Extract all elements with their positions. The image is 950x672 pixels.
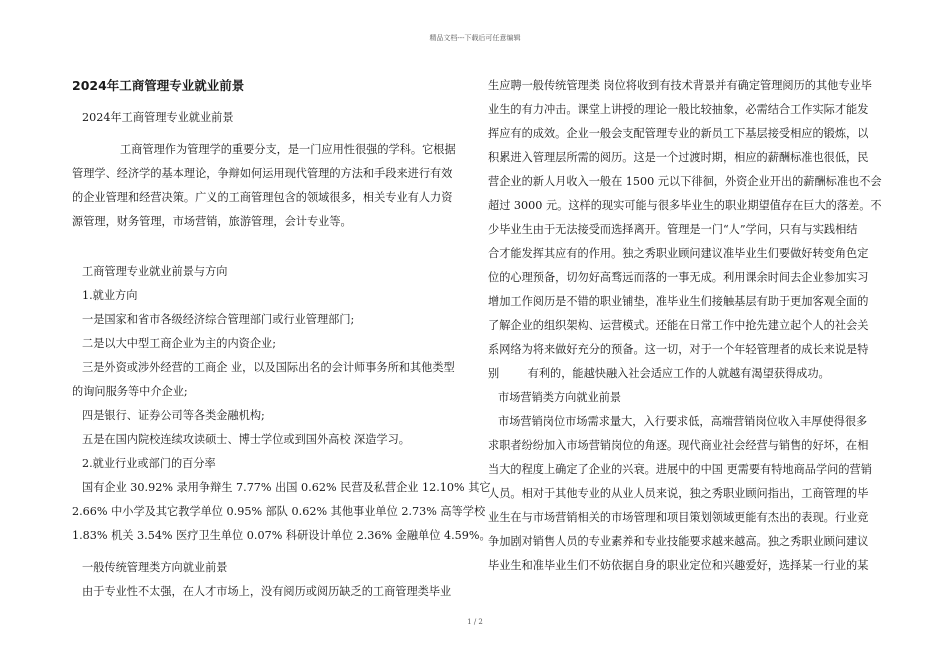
body-line: 少毕业生由于无法接受而选择离开。管理是一门“人”学问，只有与实践相结 <box>488 223 858 236</box>
section-heading: 一般传统管理类方向就业前景 <box>82 561 228 574</box>
intro-line: 的企业管理和经营决策。广义的工商管理包含的领域很多，相关专业有人力资 <box>72 191 453 204</box>
percentage-line: 1.83% 机关 3.54% 医疗卫生单位 0.07% 科研设计单位 2.36% 金融单位 4.59%。 <box>72 529 491 542</box>
page-header-note: 精品文档---下载后可任意编辑 <box>429 34 521 42</box>
body-line: 系网络为将来做好充分的预备。这一切，对于一个年轻管理者的成长来说是特 <box>488 343 869 356</box>
body-line: 毕业生和准毕业生们不妨依据自身的职业定位和兴趣爱好，选择某一行业的某 <box>488 559 869 572</box>
section-heading: 工商管理专业就业前景与方向 <box>82 265 228 278</box>
body-line: 由于专业性不太强，在人才市场上，没有阅历或阅历缺乏的工商管理类毕业 <box>82 585 452 598</box>
body-line: 别 有利的，能越快融入社会适应工作的人就越有渴望获得成功。 <box>488 367 830 380</box>
body-line: 合才能发挥其应有的作用。独之秀职业顾问建议准毕业生们要做好转变角色定 <box>488 247 869 260</box>
right-column <box>488 74 888 578</box>
section-heading: 市场营销类方向就业前景 <box>498 391 622 404</box>
left-column <box>72 74 491 604</box>
body-line: 市场营销岗位市场需求量大，入行要求低，高端营销岗位收入丰厚使得很多 <box>498 415 868 428</box>
percentage-line: 2.66% 中小学及其它教学单位 0.95% 部队 0.62% 其他事业单位 2.73% 高等学校 <box>72 505 486 518</box>
subtitle: 2024年工商管理专业就业前景 <box>82 111 234 124</box>
body-line: 求职者纷纷加入市场营销岗位的角逐。现代商业社会经营与销售的好坏，在相 <box>488 439 869 452</box>
direction-line: 的询问服务等中介企业; <box>72 385 188 398</box>
direction-line: 五是在国内院校连续攻读硕士、博士学位或到国外高校 深造学习。 <box>82 433 410 446</box>
direction-line: 三是外资或涉外经营的工商企 业，以及国际出名的会计师事务所和其他类型 <box>82 361 455 374</box>
body-line: 业生在与市场营销相关的市场管理和项目策划领域更能有杰出的表现。行业竞 <box>488 511 869 524</box>
intro-line: 工商管理作为管理学的重要分支，是一门应用性很强的学科。它根据 <box>120 143 456 156</box>
spacer <box>72 234 472 260</box>
body-line: 营企业的新人月收入一般在 1500 元以下徘徊，外资企业开出的薪酬标准也不会 <box>488 175 882 188</box>
subheading: 2.就业行业或部门的百分率 <box>82 457 216 470</box>
document-title: 2024年工商管理专业就业前景 <box>72 78 245 93</box>
body-line: 业生的有力冲击。课堂上讲授的理论一般比较抽象，必需结合工作实际才能发 <box>488 103 869 116</box>
body-line: 位的心理预备，切勿好高骛远而落的一事无成。利用课余时间去企业参加实习 <box>488 271 869 284</box>
intro-line: 管理学、经济学的基本理论，争辩如何运用现代管理的方法和手段来进行有效 <box>72 167 453 180</box>
direction-line: 四是银行、证券公司等各类金融机构; <box>82 409 265 422</box>
subheading: 1.就业方向 <box>82 289 138 302</box>
spacer <box>72 130 472 138</box>
body-line: 超过 3000 元。这样的现实可能与很多毕业生的职业期望值存在巨大的落差。不 <box>488 199 882 212</box>
direction-line: 一是国家和省市各级经济综合管理部门或行业管理部门; <box>82 313 355 326</box>
spacer <box>72 548 472 556</box>
body-line: 人员。相对于其他专业的从业人员来说，独之秀职业顾问指出，工商管理的毕 <box>488 487 869 500</box>
body-line: 增加工作阅历是不错的职业铺垫，准毕业生们接触基层有助于更加客观全面的 <box>488 295 869 308</box>
body-line: 积累进入管理层所需的阅历。这是一个过渡时期，相应的薪酬标准也很低，民 <box>488 151 869 164</box>
body-line: 争加剧对销售人员的专业素养和专业技能要求越来越高。独之秀职业顾问建议 <box>488 535 869 548</box>
intro-line: 源管理，财务管理，市场营销，旅游管理，会计专业等。 <box>72 215 352 228</box>
body-line: 了解企业的组织架构、运营模式。还能在日常工作中抢先建立起个人的社会关 <box>488 319 869 332</box>
spacer <box>72 98 472 106</box>
direction-line: 二是以大中型工商企业为主的内资企业; <box>82 337 276 350</box>
body-line: 挥应有的成效。企业一般会支配管理专业的新员工下基层接受相应的锻炼，以 <box>488 127 869 140</box>
body-line: 生应聘一般传统管理类 岗位将收到有技术背景并有确定管理阅历的其他专业毕 <box>488 79 872 92</box>
percentage-line: 国有企业 30.92% 录用争辩生 7.77% 出国 0.62% 民营及私营企业 12.10% 其它 <box>82 481 491 494</box>
body-line: 当大的程度上确定了企业的兴衰。进展中的中国 更需要有特地商品学问的营销 <box>488 463 872 476</box>
page-number: 1 / 2 <box>467 618 483 626</box>
